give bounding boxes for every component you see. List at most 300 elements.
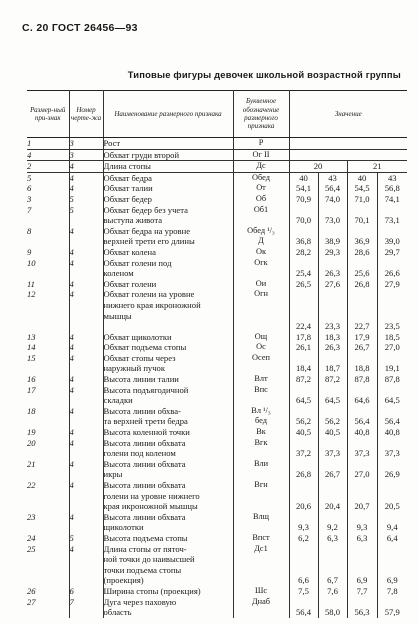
cell-value: [318, 512, 347, 523]
cell-value: 36,8: [295, 236, 312, 247]
cell-drawing-number: 4: [69, 258, 103, 269]
cell-value: [289, 300, 318, 311]
cell-feature-code: Ок: [233, 247, 289, 258]
table-row: [27, 416, 407, 427]
cell-value: 26,7: [347, 342, 377, 353]
cell-feature-code: Ог II: [233, 149, 289, 161]
cell-value: [318, 438, 347, 449]
cell-feature-name: голени под коленом: [103, 448, 233, 459]
cell-value: 29,3: [318, 247, 347, 258]
cell-value: 6,7: [318, 575, 347, 586]
cell-value: [347, 565, 377, 576]
cell-drawing-number: 4: [69, 374, 103, 385]
cell-drawing-number: 4: [69, 385, 103, 396]
table-row: [27, 522, 407, 533]
cell-value: 26,5: [295, 278, 312, 289]
table-row: [27, 138, 407, 150]
cell-value: 56,3: [347, 607, 377, 618]
table-row: [27, 353, 407, 364]
cell-feature-number: [27, 416, 69, 427]
table-body: [27, 138, 407, 618]
table-row: [27, 533, 407, 544]
cell-value: 7,7: [347, 586, 377, 597]
cell-drawing-number: [69, 554, 103, 565]
cell-drawing-number: [69, 575, 103, 586]
table-row: [27, 332, 407, 343]
cell-value: [318, 459, 347, 470]
cell-feature-code: [233, 395, 289, 406]
cell-drawing-number: 4: [69, 544, 103, 555]
cell-value: [347, 138, 377, 150]
cell-value: 6,9: [347, 575, 377, 586]
cell-value: [289, 311, 318, 322]
cell-value: 56,4: [377, 416, 407, 427]
table-row: [27, 406, 407, 417]
cell-value: 7,5: [298, 585, 309, 596]
cell-feature-code: Осеп: [233, 353, 289, 364]
cell-value: [318, 226, 347, 237]
cell-value: 56,4: [347, 416, 377, 427]
col-header-code: Буквенное обозначение размерного признака: [233, 91, 289, 138]
cell-value: 18,7: [318, 363, 347, 374]
cell-feature-code: Шс: [233, 586, 289, 597]
cell-feature-code: [233, 363, 289, 374]
cell-feature-code: Впст: [233, 533, 289, 544]
table-row: [27, 342, 407, 353]
cell-value: 9,3: [347, 522, 377, 533]
cell-drawing-number: [69, 321, 103, 332]
cell-feature-number: 8: [27, 226, 69, 237]
cell-value: 37,3: [377, 448, 407, 459]
cell-drawing-number: [69, 448, 103, 459]
cell-value: 26,9: [377, 469, 407, 480]
cell-value: [289, 406, 318, 417]
cell-value: 26,7: [318, 469, 347, 480]
cell-feature-number: 26: [27, 586, 69, 597]
table-row: [27, 501, 407, 512]
cell-value: [347, 300, 377, 311]
cell-value: 70,1: [347, 215, 377, 226]
cell-drawing-number: [69, 416, 103, 427]
table-row: [27, 321, 407, 332]
cell-feature-name: Высота линии обхва-: [103, 406, 233, 417]
cell-value: 40,8: [377, 427, 407, 438]
cell-feature-code: Днаб: [233, 597, 289, 608]
table-row: [27, 597, 407, 608]
cell-drawing-number: [69, 236, 103, 247]
cell-feature-code: [233, 575, 289, 586]
cell-feature-name: Рост: [103, 138, 233, 150]
cell-drawing-number: 4: [69, 172, 103, 183]
cell-feature-code: [233, 268, 289, 279]
cell-drawing-number: 4: [69, 459, 103, 470]
cell-value: 74,0: [318, 194, 347, 205]
table-row: [27, 385, 407, 396]
cell-feature-number: [27, 300, 69, 311]
cell-value: [318, 289, 347, 300]
cell-feature-number: [27, 575, 69, 586]
table-row: [27, 554, 407, 565]
cell-drawing-number: 4: [69, 480, 103, 491]
cell-value: [289, 258, 318, 269]
cell-value: [289, 459, 318, 470]
cell-value: [347, 385, 377, 396]
cell-value: 6,3: [318, 533, 347, 544]
cell-feature-number: 12: [27, 289, 69, 300]
cell-value: 23,5: [377, 321, 407, 332]
table-row: [27, 448, 407, 459]
table-row: [27, 469, 407, 480]
cell-value: [289, 438, 318, 449]
cell-value: [289, 149, 318, 161]
cell-value: [318, 311, 347, 322]
cell-feature-code: Вл ¹/₃: [233, 406, 289, 417]
cell-value: 56,8: [377, 183, 407, 194]
table-row: [27, 268, 407, 279]
cell-value: 87,8: [347, 374, 377, 385]
table-row: [27, 565, 407, 576]
cell-feature-code: [233, 554, 289, 565]
cell-value: 20,6: [295, 501, 312, 512]
cell-feature-number: 6: [27, 183, 69, 194]
cell-value: [347, 311, 377, 322]
cell-feature-name: точки подъема стопы: [103, 565, 233, 576]
cell-feature-code: [233, 448, 289, 459]
cell-value: 38,9: [318, 236, 347, 247]
cell-feature-number: [27, 448, 69, 459]
cell-value: [347, 353, 377, 364]
cell-value: [377, 205, 407, 216]
cell-value: [347, 459, 377, 470]
cell-value: 43: [377, 172, 407, 183]
cell-value: [289, 205, 318, 216]
cell-value: 28,2: [295, 246, 312, 257]
cell-drawing-number: [69, 565, 103, 576]
table-row: [27, 183, 407, 194]
cell-feature-number: 24: [27, 533, 69, 544]
table-row: [27, 395, 407, 406]
cell-feature-code: Ои: [233, 279, 289, 290]
cell-feature-number: 2: [27, 161, 69, 173]
cell-value: [289, 491, 318, 502]
cell-drawing-number: 4: [69, 226, 103, 237]
cell-value: [377, 491, 407, 502]
cell-value: [377, 353, 407, 364]
table-row: [27, 607, 407, 618]
cell-value: 19,1: [377, 363, 407, 374]
cell-drawing-number: 4: [69, 332, 103, 343]
table-row: [27, 226, 407, 237]
table-row: [27, 459, 407, 470]
cell-drawing-number: 4: [69, 183, 103, 194]
cell-feature-code: Вгк: [233, 438, 289, 449]
cell-value: [377, 597, 407, 608]
cell-feature-number: [27, 522, 69, 533]
table-row: [27, 172, 407, 183]
cell-feature-name: Обхват груди второй: [103, 149, 233, 161]
cell-feature-code: Ос: [233, 342, 289, 353]
cell-value: 6,9: [377, 575, 407, 586]
cell-feature-code: Обед ¹/₃: [233, 226, 289, 237]
cell-value: [318, 406, 347, 417]
table-row: [27, 363, 407, 374]
cell-value: [318, 385, 347, 396]
cell-value: 26,1: [295, 342, 312, 353]
cell-feature-code: [233, 607, 289, 618]
cell-feature-name: складки: [103, 395, 233, 406]
cell-feature-name: Дуга через паховую: [103, 597, 233, 608]
cell-drawing-number: 4: [69, 427, 103, 438]
cell-value: [377, 300, 407, 311]
cell-feature-number: [27, 215, 69, 226]
col-header-name: Наименование размерного признака: [103, 91, 233, 138]
cell-feature-number: [27, 363, 69, 374]
cell-feature-code: От: [233, 183, 289, 194]
cell-feature-name: Обхват голени: [103, 279, 233, 290]
cell-feature-name: Высота подъягодичной: [103, 385, 233, 396]
cell-feature-name: Длина стопы от пяточ-: [103, 544, 233, 555]
cell-value: [377, 406, 407, 417]
cell-value: 28,6: [347, 247, 377, 258]
cell-value: 27,0: [377, 342, 407, 353]
cell-value: 64,5: [295, 395, 312, 406]
cell-value: 71,0: [347, 194, 377, 205]
cell-value: 37,3: [347, 448, 377, 459]
cell-value: 40,5: [318, 427, 347, 438]
cell-feature-name: наружный пучок: [103, 363, 233, 374]
table-row: [27, 205, 407, 216]
cell-value: 70,0: [295, 215, 312, 226]
cell-value: [347, 258, 377, 269]
cell-value: [318, 353, 347, 364]
cell-feature-number: 1: [27, 138, 69, 150]
cell-feature-number: 27: [27, 597, 69, 608]
cell-value: [377, 258, 407, 269]
cell-value: 6,3: [347, 533, 377, 544]
cell-feature-code: Ощ: [233, 332, 289, 343]
cell-value: 6,6: [298, 575, 309, 586]
cell-value: 40,5: [295, 427, 312, 438]
cell-feature-number: [27, 607, 69, 618]
cell-feature-code: Об1: [233, 205, 289, 216]
cell-value: [318, 554, 347, 565]
cell-value: 27,9: [377, 279, 407, 290]
cell-feature-code: Влт: [233, 374, 289, 385]
cell-value: 58,0: [318, 607, 347, 618]
cell-drawing-number: 6: [69, 586, 103, 597]
cell-value: [377, 289, 407, 300]
cell-feature-number: 16: [27, 374, 69, 385]
cell-feature-name: Обхват бедра: [103, 172, 233, 183]
table-row: [27, 300, 407, 311]
cell-value: [347, 597, 377, 608]
cell-value: [377, 554, 407, 565]
cell-feature-number: [27, 321, 69, 332]
table-row: [27, 258, 407, 269]
cell-value: [289, 480, 318, 491]
cell-value: 18,4: [295, 363, 312, 374]
cell-value: [377, 385, 407, 396]
cell-value: [347, 554, 377, 565]
cell-feature-code: Вгн: [233, 480, 289, 491]
cell-value: 56,2: [318, 416, 347, 427]
cell-value: [347, 491, 377, 502]
cell-drawing-number: [69, 395, 103, 406]
cell-value: [347, 226, 377, 237]
cell-feature-code: [233, 311, 289, 322]
cell-feature-name: Обхват щиколотки: [103, 332, 233, 343]
cell-feature-name: Высота подъема стопы: [103, 533, 233, 544]
cell-feature-name: нижнего края икроножной: [103, 300, 233, 311]
cell-value: 40,8: [347, 427, 377, 438]
cell-value: [289, 597, 318, 608]
cell-feature-number: 5: [27, 172, 69, 183]
cell-value: [377, 149, 407, 161]
cell-value: 9,2: [318, 522, 347, 533]
cell-feature-code: Огк: [233, 258, 289, 269]
cell-value: [347, 438, 377, 449]
cell-drawing-number: [69, 469, 103, 480]
cell-value: 18,5: [377, 332, 407, 343]
cell-feature-name: выступа живота: [103, 215, 233, 226]
col-header-value: Значение: [289, 91, 407, 138]
cell-feature-name: Ширина стопы (проекция): [103, 586, 233, 597]
cell-feature-number: [27, 236, 69, 247]
table-row: [27, 586, 407, 597]
cell-value: [377, 138, 407, 150]
cell-feature-name: Обхват голени на уровне: [103, 289, 233, 300]
cell-value: [289, 565, 318, 576]
cell-feature-code: [233, 565, 289, 576]
cell-value: 26,3: [318, 342, 347, 353]
cell-feature-name: Обхват бедер: [103, 194, 233, 205]
cell-feature-code: Дс1: [233, 544, 289, 555]
cell-value: 25,4: [295, 268, 312, 279]
cell-feature-name: голени на уровне нижнего: [103, 491, 233, 502]
cell-value: [347, 149, 377, 161]
cell-feature-number: 20: [27, 438, 69, 449]
cell-value: 74,1: [377, 194, 407, 205]
cell-feature-name: Высота линии обхвата: [103, 459, 233, 470]
cell-feature-number: [27, 395, 69, 406]
cell-value: [289, 544, 318, 555]
cell-value: 87,8: [377, 374, 407, 385]
cell-drawing-number: [69, 501, 103, 512]
cell-value: 21: [347, 161, 407, 173]
cell-drawing-number: [69, 607, 103, 618]
cell-value: [347, 205, 377, 216]
table-row: [27, 544, 407, 555]
cell-feature-number: [27, 491, 69, 502]
cell-value: 56,4: [318, 183, 347, 194]
cell-feature-code: [233, 321, 289, 332]
cell-drawing-number: 4: [69, 342, 103, 353]
cell-drawing-number: [69, 491, 103, 502]
cell-value: [318, 597, 347, 608]
cell-feature-number: [27, 268, 69, 279]
cell-feature-name: верхней трети его длины: [103, 236, 233, 247]
cell-value: 29,7: [377, 247, 407, 258]
cell-value: [318, 149, 347, 161]
cell-drawing-number: [69, 300, 103, 311]
table-row: [27, 311, 407, 322]
cell-feature-number: 7: [27, 205, 69, 216]
cell-drawing-number: 4: [69, 279, 103, 290]
cell-value: 26,8: [295, 469, 312, 480]
cell-value: 17,8: [295, 331, 312, 342]
cell-value: [347, 289, 377, 300]
cell-value: [347, 406, 377, 417]
cell-feature-code: Дс: [233, 161, 289, 173]
table-row: [27, 236, 407, 247]
cell-value: 17,9: [347, 332, 377, 343]
col-header-drawing: Номер черте-жа: [69, 91, 103, 138]
cell-feature-number: [27, 501, 69, 512]
cell-value: 64,6: [347, 395, 377, 406]
cell-feature-name: Обхват талии: [103, 183, 233, 194]
cell-feature-number: 9: [27, 247, 69, 258]
cell-value: [318, 491, 347, 502]
cell-feature-code: [233, 215, 289, 226]
cell-feature-number: [27, 554, 69, 565]
cell-drawing-number: 5: [69, 533, 103, 544]
cell-value: 73,1: [377, 215, 407, 226]
table-row: [27, 247, 407, 258]
cell-value: 7,8: [377, 586, 407, 597]
cell-value: 27,6: [318, 279, 347, 290]
table-row: [27, 194, 407, 205]
cell-value: 87,2: [318, 374, 347, 385]
cell-feature-number: 22: [27, 480, 69, 491]
cell-value: 57,9: [377, 607, 407, 618]
cell-feature-number: 11: [27, 279, 69, 290]
cell-value: [318, 300, 347, 311]
cell-drawing-number: 4: [69, 161, 103, 173]
cell-drawing-number: 4: [69, 406, 103, 417]
cell-feature-name: Обхват колена: [103, 247, 233, 258]
cell-feature-code: Вк: [233, 427, 289, 438]
cell-value: [377, 438, 407, 449]
cell-value: [318, 138, 347, 150]
cell-value: [289, 353, 318, 364]
cell-value: [347, 512, 377, 523]
cell-feature-number: 17: [27, 385, 69, 396]
cell-feature-name: Обхват стопы через: [103, 353, 233, 364]
cell-feature-name: Высота линии обхвата: [103, 438, 233, 449]
cell-value: 26,3: [318, 268, 347, 279]
table-row: [27, 512, 407, 523]
cell-feature-name: коленом: [103, 268, 233, 279]
cell-value: 20,4: [318, 501, 347, 512]
cell-value: [318, 258, 347, 269]
cell-feature-code: [233, 501, 289, 512]
cell-drawing-number: [69, 268, 103, 279]
cell-value: 18,8: [347, 363, 377, 374]
cell-drawing-number: 3: [69, 149, 103, 161]
cell-value: 40: [347, 172, 377, 183]
table-header-row: [27, 91, 407, 138]
cell-value: 36,9: [347, 236, 377, 247]
cell-value: [377, 480, 407, 491]
cell-value: [377, 565, 407, 576]
cell-value: [377, 311, 407, 322]
cell-feature-code: [233, 300, 289, 311]
cell-feature-name: Длина стопы: [103, 161, 233, 173]
cell-feature-number: 14: [27, 342, 69, 353]
cell-value: 23,3: [318, 321, 347, 332]
cell-drawing-number: 4: [69, 512, 103, 523]
cell-value: 40: [299, 172, 308, 183]
